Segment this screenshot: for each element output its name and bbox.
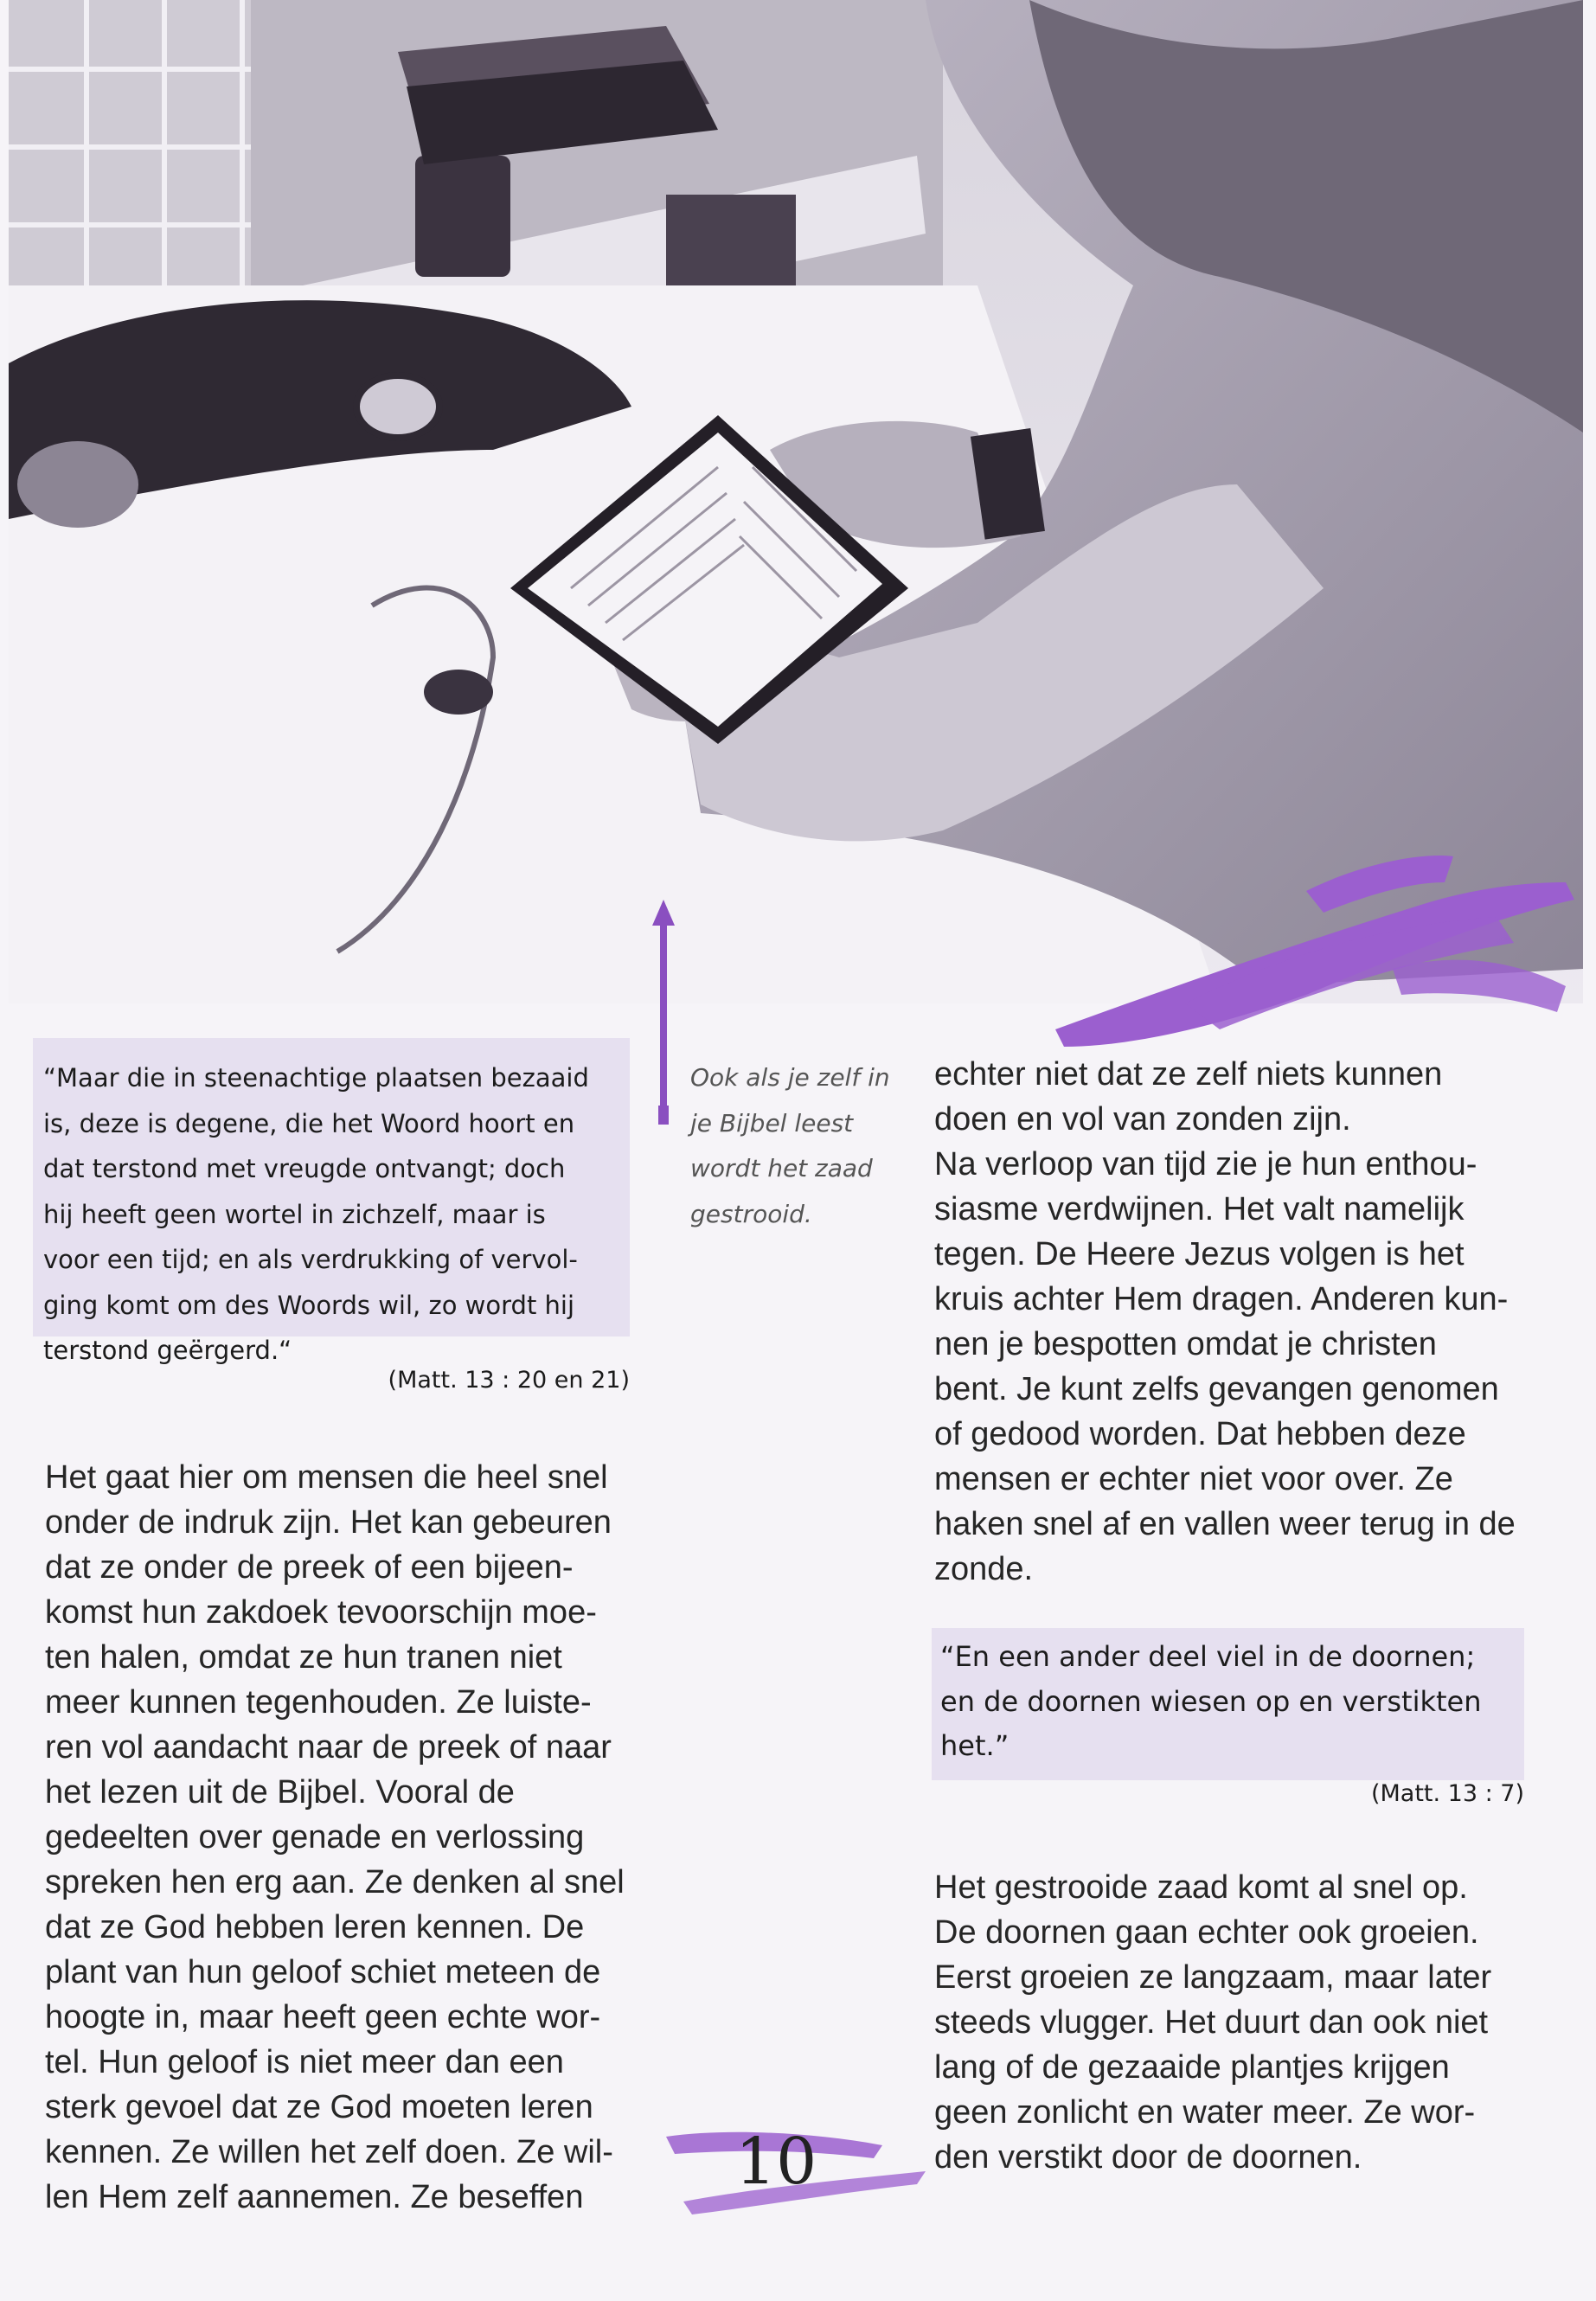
body-line: bent. Je kunt zelfs gevangen genomen (934, 1371, 1499, 1407)
quote-line: ging komt om des Woords wil, zo wordt hij (43, 1290, 575, 1320)
body-text-right-column-top (934, 1052, 1540, 1592)
quote-text (33, 1038, 630, 1374)
quote-reference: (Matt. 13 : 7) (1370, 1780, 1524, 1807)
quote-box-matt-13-20 (33, 1038, 630, 1365)
body-line: len Hem zelf aannemen. Ze beseffen (45, 2179, 584, 2215)
quote-line: het.” (940, 1729, 1010, 1762)
quote-box-matt-13-7 (932, 1628, 1524, 1780)
caption-line: je Bijbel leest (690, 1108, 854, 1138)
body-line: mensen er echter niet voor over. Ze (934, 1461, 1453, 1497)
body-line: Na verloop van tijd zie je hun enthou- (934, 1146, 1477, 1183)
body-line: Eerst groeien ze langzaam, maar later (934, 1959, 1492, 1996)
body-line: kruis achter Hem dragen. Anderen kun- (934, 1281, 1509, 1317)
quote-line: dat terstond met vreugde ontvangt; doch (43, 1154, 566, 1183)
body-line: den verstikt door de doornen. (934, 2139, 1362, 2176)
caption-line: gestrooid. (690, 1199, 812, 1228)
body-line: echter niet dat ze zelf niets kunnen (934, 1056, 1443, 1093)
body-line: lang of de gezaaide plantjes krijgen (934, 2049, 1450, 2086)
upward-arrow-icon (651, 900, 676, 1125)
quote-line: voor een tijd; en als verdrukking of vervol- (43, 1245, 578, 1274)
quote-text (932, 1628, 1524, 1769)
body-line: doen en vol van zonden zijn. (934, 1101, 1351, 1138)
body-line: dat ze onder de preek of een bijeen- (45, 1549, 574, 1586)
body-line: nen je bespotten omdat je christen (934, 1326, 1437, 1362)
body-line: steeds vlugger. Het duurt dan ook niet (934, 2004, 1489, 2041)
body-line: Het gaat hier om mensen die heel snel (45, 1459, 608, 1496)
body-line: dat ze God hebben leren kennen. De (45, 1909, 585, 1945)
body-line: komst hun zakdoek tevoorschijn moe- (45, 1594, 597, 1631)
photo-caption (690, 1055, 907, 1237)
quote-line: en de doornen wiesen op en verstikten (940, 1684, 1482, 1718)
body-line: of gedood worden. Dat hebben deze (934, 1416, 1466, 1452)
body-line: het lezen uit de Bijbel. Vooral de (45, 1774, 515, 1811)
body-line: meer kunnen tegenhouden. Ze luiste- (45, 1684, 592, 1721)
purple-brush-decoration (1047, 830, 1583, 1055)
body-line: kennen. Ze willen het zelf doen. Ze wil- (45, 2134, 613, 2170)
quote-line: hij heeft geen wortel in zichzelf, maar is (43, 1199, 546, 1229)
body-line: haken snel af en vallen weer terug in de (934, 1506, 1516, 1542)
quote-line: “En een ander deel viel in de doornen; (940, 1640, 1476, 1673)
body-line: onder de indruk zijn. Het kan gebeuren (45, 1504, 612, 1541)
body-line: plant van hun geloof schiet meteen de (45, 1954, 601, 1990)
body-line: tegen. De Heere Jezus volgen is het (934, 1236, 1465, 1272)
body-text-left-column (45, 1455, 651, 2220)
quote-reference: (Matt. 13 : 20 en 21) (388, 1367, 630, 1394)
quote-line: is, deze is degene, die het Woord hoort en (43, 1108, 575, 1138)
quote-line: terstond geërgerd.“ (43, 1336, 292, 1365)
quote-line: “Maar die in steenachtige plaatsen bezaaid (43, 1063, 589, 1093)
body-line: hoogte in, maar heeft geen echte wor- (45, 1999, 601, 2035)
body-line: geen zonlicht en water meer. Ze wor- (934, 2094, 1476, 2131)
body-line: zonde. (934, 1551, 1034, 1587)
body-line: gedeelten over genade en verlossing (45, 1819, 585, 1856)
body-line: Het gestrooide zaad komt al snel op. (934, 1869, 1468, 1906)
caption-line: Ook als je zelf in (690, 1063, 890, 1092)
page-number: 10 (735, 2125, 817, 2199)
body-text-right-column-bottom (934, 1865, 1540, 2180)
body-line: sterk gevoel dat ze God moeten leren (45, 2089, 593, 2125)
body-line: ren vol aandacht naar de preek of naar (45, 1729, 612, 1766)
body-line: spreken hen erg aan. Ze denken al snel (45, 1864, 625, 1900)
body-line: tel. Hun geloof is niet meer dan een (45, 2044, 564, 2080)
body-line: ten halen, omdat ze hun tranen niet (45, 1639, 562, 1676)
body-line: De doornen gaan echter ook groeien. (934, 1914, 1479, 1951)
body-line: siasme verdwijnen. Het valt namelijk (934, 1191, 1465, 1227)
caption-line: wordt het zaad (690, 1154, 873, 1183)
